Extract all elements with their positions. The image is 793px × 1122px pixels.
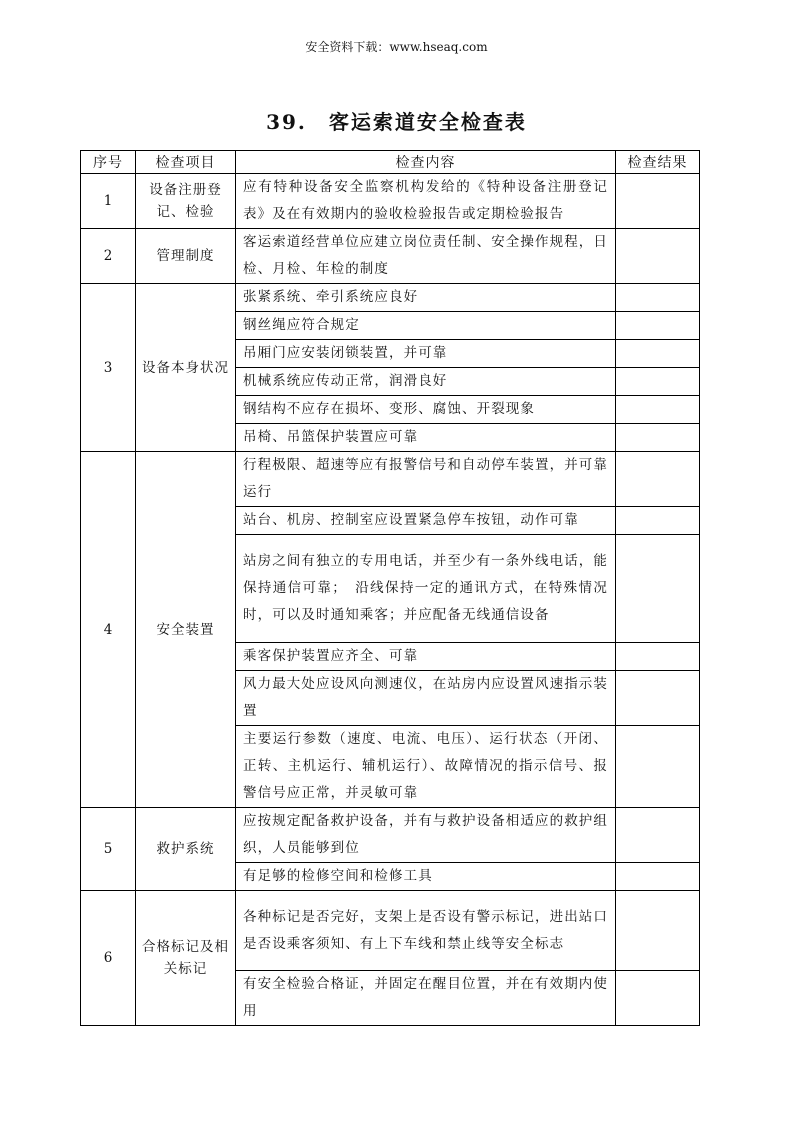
cell-check-content: 张紧系统、牵引系统应良好 — [236, 284, 616, 312]
cell-seq: 5 — [81, 808, 136, 891]
cell-check-content: 主要运行参数（速度、电流、电压）、运行状态（开闭、正转、主机运行、辅机运行）、故障情况的指示信号、报警信号应正常，并灵敏可靠 — [236, 726, 616, 808]
cell-check-result[interactable] — [616, 229, 700, 284]
cell-check-content: 各种标记是否完好，支架上是否设有警示标记，进出站口是否设乘客须知、有上下车线和禁止线等安全标志 — [236, 891, 616, 971]
column-header-item: 检查项目 — [136, 151, 236, 174]
cell-check-item: 管理制度 — [136, 229, 236, 284]
cell-check-result[interactable] — [616, 643, 700, 671]
cell-check-result[interactable] — [616, 174, 700, 229]
cell-check-result[interactable] — [616, 808, 700, 863]
table-row — [81, 452, 700, 507]
cell-check-content: 客运索道经营单位应建立岗位责任制、安全操作规程，日检、月检、年检的制度 — [236, 229, 616, 284]
cell-check-result[interactable] — [616, 726, 700, 808]
cell-check-result[interactable] — [616, 535, 700, 643]
cell-check-content: 吊椅、吊篮保护装置应可靠 — [236, 424, 616, 452]
column-header-content: 检查内容 — [236, 151, 616, 174]
cell-seq: 2 — [81, 229, 136, 284]
cell-check-result[interactable] — [616, 452, 700, 507]
cell-seq: 4 — [81, 452, 136, 808]
inspection-table — [80, 150, 700, 1026]
cell-check-content: 钢丝绳应符合规定 — [236, 312, 616, 340]
cell-check-result[interactable] — [616, 671, 700, 726]
cell-check-item: 安全装置 — [136, 452, 236, 808]
cell-check-result[interactable] — [616, 368, 700, 396]
table-row — [81, 808, 700, 863]
cell-check-item: 设备本身状况 — [136, 284, 236, 452]
cell-check-item: 设备注册登记、检验 — [136, 174, 236, 229]
cell-check-content: 站台、机房、控制室应设置紧急停车按钮，动作可靠 — [236, 507, 616, 535]
cell-check-result[interactable] — [616, 396, 700, 424]
cell-check-result[interactable] — [616, 507, 700, 535]
cell-check-result[interactable] — [616, 312, 700, 340]
table-row — [81, 284, 700, 312]
cell-check-item: 救护系统 — [136, 808, 236, 891]
table-row — [81, 229, 700, 284]
cell-check-content: 吊厢门应安装闭锁装置，并可靠 — [236, 340, 616, 368]
column-header-seq: 序号 — [81, 151, 136, 174]
cell-check-content: 应有特种设备安全监察机构发给的《特种设备注册登记表》及在有效期内的验收检验报告或定期检验报告 — [236, 174, 616, 229]
column-header-result: 检查结果 — [616, 151, 700, 174]
cell-check-content: 站房之间有独立的专用电话，并至少有一条外线电话，能保持通信可靠； 沿线保持一定的通讯方式，在特殊情况时，可以及时通知乘客；并应配备无线通信设备 — [236, 535, 616, 643]
cell-check-content: 应按规定配备救护设备，并有与救护设备相适应的救护组织，人员能够到位 — [236, 808, 616, 863]
page-header: 安全资料下载：www.hseaq.com — [305, 40, 488, 54]
cell-check-content: 机械系统应传动正常，润滑良好 — [236, 368, 616, 396]
cell-check-content: 风力最大处应设风向测速仪，在站房内应设置风速指示装置 — [236, 671, 616, 726]
cell-seq: 1 — [81, 174, 136, 229]
cell-check-content: 有安全检验合格证，并固定在醒目位置，并在有效期内使用 — [236, 971, 616, 1026]
cell-check-content: 行程极限、超速等应有报警信号和自动停车装置，并可靠运行 — [236, 452, 616, 507]
cell-check-content: 钢结构不应存在损坏、变形、腐蚀、开裂现象 — [236, 396, 616, 424]
cell-check-item: 合格标记及相关标记 — [136, 891, 236, 1026]
cell-seq: 3 — [81, 284, 136, 452]
title-number: 39. — [266, 110, 307, 134]
table-row — [81, 174, 700, 229]
cell-check-result[interactable] — [616, 971, 700, 1026]
cell-check-result[interactable] — [616, 340, 700, 368]
table-body — [81, 174, 700, 1026]
table-row — [81, 891, 700, 971]
title-text: 客运索道安全检查表 — [328, 110, 527, 134]
cell-check-result[interactable] — [616, 891, 700, 971]
cell-check-result[interactable] — [616, 863, 700, 891]
cell-check-result[interactable] — [616, 284, 700, 312]
cell-check-content: 乘客保护装置应齐全、可靠 — [236, 643, 616, 671]
table-header-row — [81, 151, 700, 174]
cell-check-result[interactable] — [616, 424, 700, 452]
cell-check-content: 有足够的检修空间和检修工具 — [236, 863, 616, 891]
document-title — [0, 106, 793, 135]
cell-seq: 6 — [81, 891, 136, 1026]
